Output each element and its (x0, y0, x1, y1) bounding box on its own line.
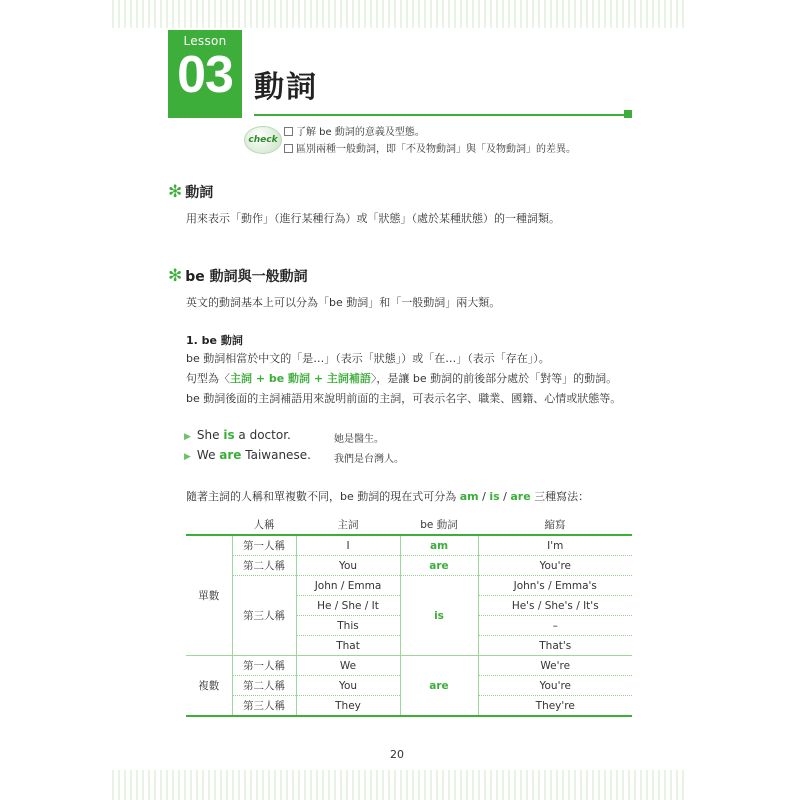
lesson-title: 動詞 (254, 70, 318, 105)
contraction-cell: They're (478, 696, 632, 717)
line-text: 〉，是讓 be 動詞的前後部分處於「對等」的動詞。 (370, 372, 618, 385)
contraction-cell: I'm (478, 535, 632, 556)
top-stripe-band (112, 0, 688, 28)
check-list (284, 124, 576, 158)
table-header: 縮寫 (478, 514, 632, 535)
section-heading-text: be 動詞與一般動詞 (185, 269, 308, 285)
table-row (186, 576, 632, 596)
section-text-be-verb: 英文的動詞基本上可以分為「be 動詞」和「一般動詞」兩大類。 (186, 296, 501, 309)
person-cell: 第二人稱 (232, 676, 296, 696)
person-cell: 第二人稱 (232, 556, 296, 576)
lesson-number: 03 (177, 46, 233, 104)
subject-cell: That (296, 636, 400, 656)
subject-cell: We (296, 656, 400, 676)
page-number: 20 (390, 748, 404, 761)
form-am: am (459, 490, 479, 503)
table-row (186, 556, 632, 576)
example-verb: is (223, 428, 235, 442)
example-sentence (184, 428, 291, 442)
lesson-label: Lesson (183, 34, 227, 48)
form-is: is (489, 490, 500, 503)
table-header: 主詞 (296, 514, 400, 535)
checkbox-icon (284, 144, 293, 153)
example-text: We (196, 448, 220, 462)
bottom-stripe-band (112, 770, 688, 800)
person-cell: 第三人稱 (232, 576, 296, 656)
example-translation: 她是醫生。 (334, 434, 384, 445)
triangle-bullet-icon: ▶ (184, 432, 191, 442)
title-rule (254, 114, 624, 116)
be-verb-table (186, 514, 632, 717)
example-text: She (196, 428, 224, 442)
subject-cell: He / She / It (296, 596, 400, 616)
form-are: are (510, 490, 531, 503)
check-item-text: 區別兩種一般動詞，即「不及物動詞」與「及物動詞」的差異。 (296, 144, 576, 155)
contraction-cell: That's (478, 636, 632, 656)
line-text: 句型為〈 (186, 372, 230, 385)
asterisk-icon: ✻ (168, 182, 183, 202)
intro-text: 三種寫法： (530, 490, 590, 503)
be-cell: are (400, 656, 478, 717)
number-label-singular: 單數 (186, 535, 232, 656)
asterisk-icon: ✻ (168, 266, 183, 286)
example-sentence (184, 448, 311, 462)
number-label-plural: 複數 (186, 656, 232, 717)
table-header-row (186, 514, 632, 535)
table-header: be 動詞 (400, 514, 478, 535)
example-text: Taiwanese. (241, 448, 311, 462)
subject-cell: John / Emma (296, 576, 400, 596)
section-text-verb: 用來表示「動作」（進行某種行為）或「狀態」（處於某種狀態）的一種詞類。 (186, 212, 560, 225)
subject-cell: You (296, 556, 400, 576)
intro-text: 隨著主詞的人稱和單複數不同，be 動詞的現在式可分為 (186, 490, 460, 503)
table-header-blank (186, 514, 232, 535)
lesson-badge (168, 30, 242, 118)
intro-text: / (499, 490, 511, 503)
table-header: 人稱 (232, 514, 296, 535)
check-item-text: 了解 be 動詞的意義及型態。 (296, 127, 425, 138)
check-item (284, 124, 576, 141)
table-row (186, 656, 632, 676)
triangle-bullet-icon: ▶ (184, 452, 191, 462)
contraction-cell: John's / Emma's (478, 576, 632, 596)
subject-cell: I (296, 535, 400, 556)
person-cell: 第一人稱 (232, 656, 296, 676)
section-heading-verb (168, 182, 213, 202)
subject-cell: This (296, 616, 400, 636)
subject-cell: You (296, 676, 400, 696)
person-cell: 第三人稱 (232, 696, 296, 717)
intro-text: / (478, 490, 490, 503)
be-verb-line-1: be 動詞相當於中文的「是…」（表示「狀態」）或「在…」（表示「存在」）。 (186, 352, 550, 365)
be-verb-line-2 (186, 370, 617, 386)
example-translation: 我們是台灣人。 (334, 454, 404, 465)
table-intro (186, 488, 589, 504)
be-cell: are (400, 556, 478, 576)
contraction-cell: You're (478, 676, 632, 696)
be-cell: am (400, 535, 478, 556)
section-heading-be-verb (168, 266, 308, 286)
sub-heading-be-verb: 1. be 動詞 (186, 334, 243, 347)
check-item (284, 141, 576, 158)
contraction-cell: We're (478, 656, 632, 676)
example-verb: are (219, 448, 242, 462)
be-verb-line-3: be 動詞後面的主詞補語用來說明前面的主詞，可表示名字、職業、國籍、心情或狀態等。 (186, 392, 622, 405)
contraction-cell: He's / She's / It's (478, 596, 632, 616)
section-heading-text: 動詞 (185, 185, 214, 201)
contraction-cell: – (478, 616, 632, 636)
subject-cell: They (296, 696, 400, 717)
table-row (186, 535, 632, 556)
be-cell: is (400, 576, 478, 656)
checkbox-icon (284, 127, 293, 136)
sentence-pattern: 主詞 + be 動詞 + 主詞補語 (230, 372, 371, 385)
example-text: a doctor. (234, 428, 291, 442)
title-rule-end (624, 110, 632, 118)
person-cell: 第一人稱 (232, 535, 296, 556)
check-badge: check (244, 126, 282, 154)
contraction-cell: You're (478, 556, 632, 576)
